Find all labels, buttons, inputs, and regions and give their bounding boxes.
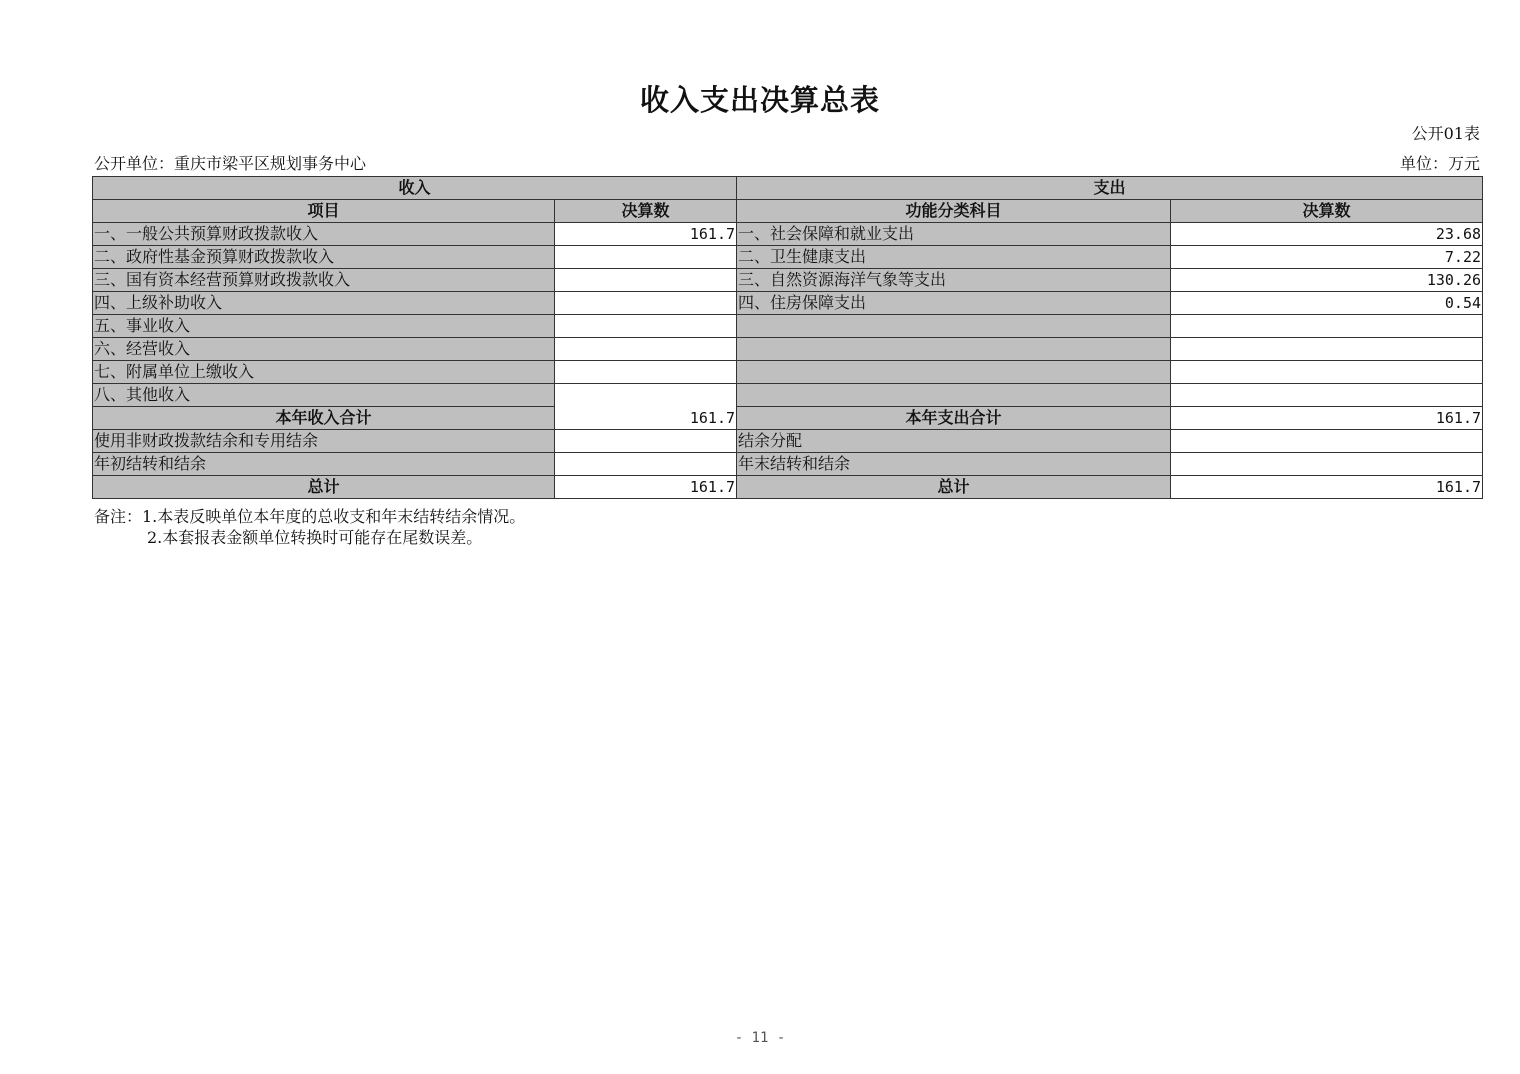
income-year-total-value: 161.7 [555,384,737,430]
expense-balance-label: 年末结转和结余 [737,453,1171,476]
item-header: 项目 [93,200,555,223]
income-grand-total-label: 总计 [93,476,555,499]
income-item-value [555,338,737,361]
expense-item-value: 23.68 [1171,223,1483,246]
expense-item-value: 130.26 [1171,269,1483,292]
income-item-value [555,361,737,384]
balance-row [93,430,1483,453]
income-balance-label: 年初结转和结余 [93,453,555,476]
income-item-label: 六、经营收入 [93,338,555,361]
unit-info-row [94,151,1480,173]
table-row [93,269,1483,292]
expense-balance-label: 结余分配 [737,430,1171,453]
expense-item-label [737,315,1171,338]
table-row [93,223,1483,246]
income-item-label: 二、政府性基金预算财政拨款收入 [93,246,555,269]
expense-item-value [1171,338,1483,361]
income-header: 收入 [93,177,737,200]
income-item-value [555,246,737,269]
expense-grand-total-label: 总计 [737,476,1171,499]
expense-item-value [1171,384,1483,407]
income-balance-value [555,430,737,453]
income-item-value [555,292,737,315]
expense-amount-header: 决算数 [1171,200,1483,223]
income-item-value: 161.7 [555,223,737,246]
income-item-label: 五、事业收入 [93,315,555,338]
expense-item-label: 二、卫生健康支出 [737,246,1171,269]
expense-balance-value [1171,430,1483,453]
expense-year-total-label: 本年支出合计 [737,407,1171,430]
expense-item-value [1171,361,1483,384]
table-header-row-sub [93,200,1483,223]
income-item-label: 四、上级补助收入 [93,292,555,315]
income-balance-value [555,453,737,476]
income-expense-table [92,176,1483,499]
expense-item-label [737,384,1171,407]
table-row [93,338,1483,361]
form-code: 公开01表 [1411,124,1480,143]
expense-item-label: 四、住房保障支出 [737,292,1171,315]
income-balance-label: 使用非财政拨款结余和专用结余 [93,430,555,453]
expense-balance-value [1171,453,1483,476]
income-item-label: 三、国有资本经营预算财政拨款收入 [93,269,555,292]
table-row [93,361,1483,384]
table-notes [94,506,525,548]
note-line-2: 2.本套报表金额单位转换时可能存在尾数误差。 [147,528,483,547]
income-grand-total-value: 161.7 [555,476,737,499]
expense-header: 支出 [737,177,1483,200]
function-category-header: 功能分类科目 [737,200,1171,223]
table-row [93,384,1483,407]
income-amount-header: 决算数 [555,200,737,223]
year-total-row [93,407,1483,430]
income-year-total-label: 本年收入合计 [93,407,555,430]
expense-item-label: 三、自然资源海洋气象等支出 [737,269,1171,292]
currency-unit: 单位：万元 [1399,154,1480,173]
balance-row [93,453,1483,476]
table-row [93,292,1483,315]
income-item-value [555,315,737,338]
expense-item-value: 0.54 [1171,292,1483,315]
expense-item-label [737,361,1171,384]
expense-grand-total-value: 161.7 [1171,476,1483,499]
expense-item-label [737,338,1171,361]
income-item-value [555,269,737,292]
reporting-unit: 公开单位：重庆市梁平区规划事务中心 [94,154,367,173]
income-item-label: 七、附属单位上缴收入 [93,361,555,384]
page-title: 收入支出决算总表 [639,83,880,117]
table-row [93,315,1483,338]
page-number: - 11 - [734,1030,786,1046]
note-line-1: 备注：1.本表反映单位本年度的总收支和年末结转结余情况。 [94,507,526,526]
expense-item-value [1171,315,1483,338]
income-item-label: 一、一般公共预算财政拨款收入 [93,223,555,246]
table-row [93,246,1483,269]
table-header-row-top [93,177,1483,200]
expense-item-label: 一、社会保障和就业支出 [737,223,1171,246]
expense-item-value: 7.22 [1171,246,1483,269]
income-item-label: 八、其他收入 [93,384,555,407]
expense-year-total-value: 161.7 [1171,407,1483,430]
grand-total-row [93,476,1483,499]
